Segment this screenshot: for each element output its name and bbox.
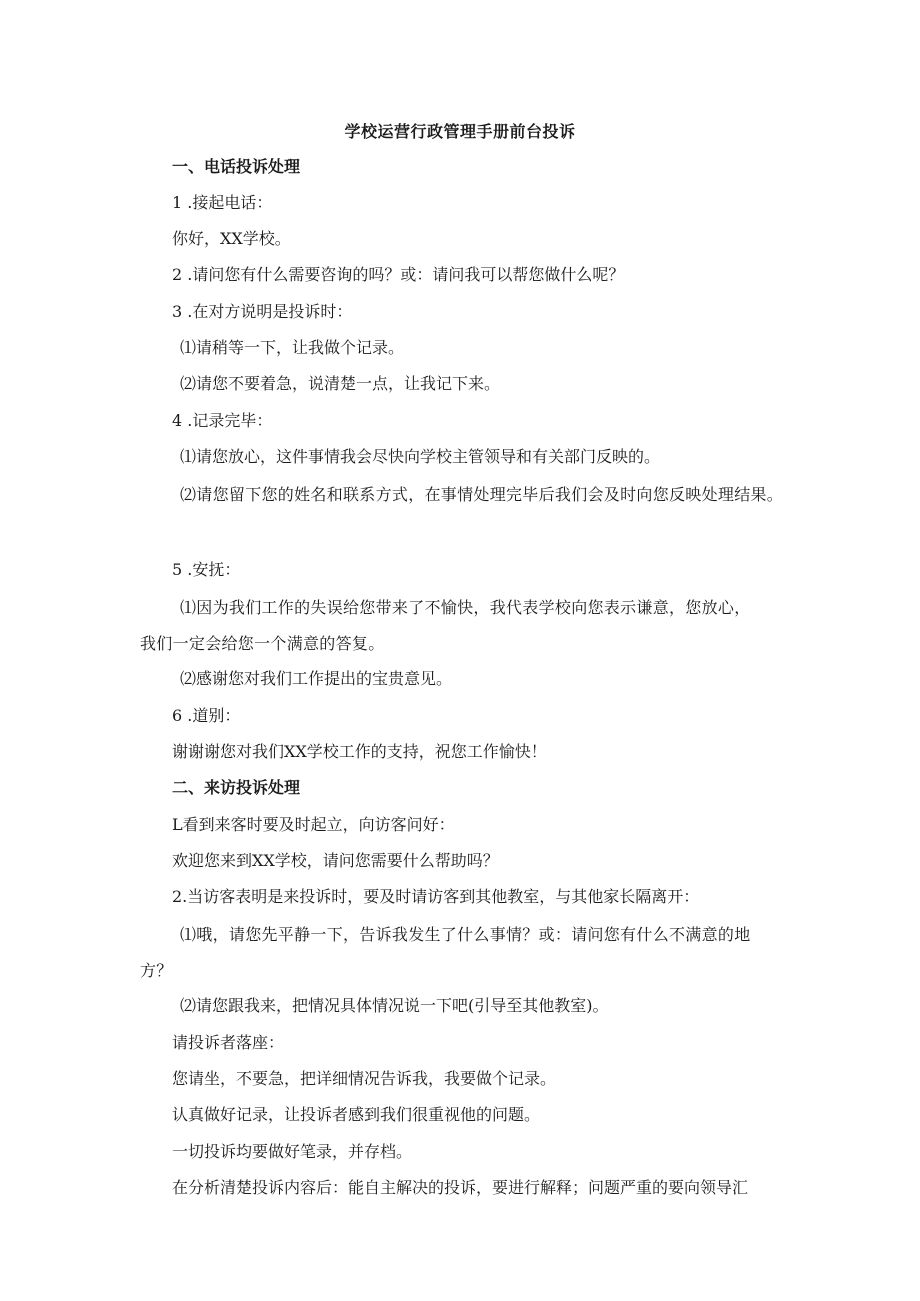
s1-step-3-a: ⑴请稍等一下，让我做个记录。 — [180, 338, 405, 357]
section-2-heading: 二、来访投诉处理 — [172, 778, 301, 797]
s2-para-3: 认真做好记录，让投诉者感到我们很重视他的问题。 — [172, 1105, 541, 1124]
s1-step-3: 3 .在对方说明是投诉时： — [172, 302, 353, 321]
s2-para-4: 一切投诉均要做好笔录，并存档。 — [172, 1142, 413, 1161]
s2-step-1-text: 欢迎您来到XX学校，请问您需要什么帮助吗？ — [172, 851, 499, 870]
s2-step-2-a: ⑴哦，请您先平静一下，告诉我发生了什么事情？或：请问您有什么不满意的地方？ — [140, 925, 751, 980]
s2-para-2: 您请坐，不要急，把详细情况告诉我，我要做个记录。 — [172, 1069, 557, 1088]
s1-step-5-b: ⑵感谢您对我们工作提出的宝贵意见。 — [180, 669, 453, 688]
s1-step-6: 6 .道别： — [172, 706, 241, 725]
s1-step-2: 2 .请问您有什么需要咨询的吗？或：请问我可以帮您做什么呢？ — [172, 265, 625, 284]
s2-step-1: L看到来客时要及时起立，向访客问好： — [172, 815, 455, 834]
document-title: 学校运营行政管理手册前台投诉 — [344, 122, 576, 141]
s1-step-5-a: ⑴因为我们工作的失误给您带来了不愉快，我代表学校向您表示谦意，您放心，我们一定会给您一个满意的答复。 — [140, 598, 751, 653]
s1-step-3-b: ⑵请您不要着急，说清楚一点，让我记下来。 — [180, 374, 501, 393]
s1-step-4: 4 .记录完毕： — [172, 411, 273, 430]
s2-step-2-b: ⑵请您跟我来，把情况具体情况说一下吧(引导至其他教室)。 — [180, 996, 609, 1015]
s2-step-2: 2.当访客表明是来投诉时，要及时请访客到其他教室，与其他家长隔离开： — [172, 887, 700, 906]
s1-step-6-text: 谢谢谢您对我们XX学校工作的支持，祝您工作愉快！ — [172, 742, 547, 761]
s2-para-5: 在分析清楚投诉内容后：能自主解决的投诉，要进行解释；问题严重的要向领导汇 — [172, 1178, 749, 1197]
s2-para-1: 请投诉者落座： — [172, 1033, 285, 1052]
s1-step-5: 5 .安抚： — [172, 560, 241, 579]
s1-step-1: 1 .接起电话： — [172, 193, 273, 212]
section-1-heading: 一、电话投诉处理 — [172, 157, 301, 176]
s1-step-4-a: ⑴请您放心，这件事情我会尽快向学校主管领导和有关部门反映的。 — [180, 447, 661, 466]
s1-step-4-b: ⑵请您留下您的姓名和联系方式，在事情处理完毕后我们会及时向您反映处理结果。 — [180, 485, 784, 504]
s1-step-1-text: 你好，XX学校。 — [172, 229, 291, 248]
